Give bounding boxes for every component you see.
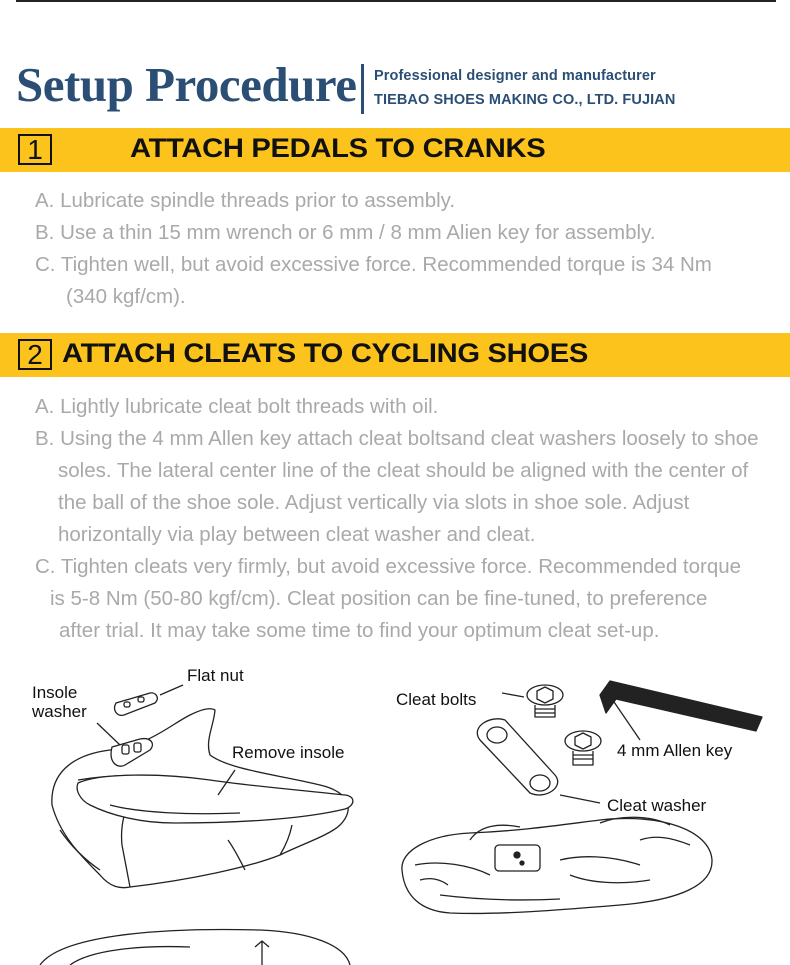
section-1-text [35, 185, 780, 313]
section-1-banner [0, 128, 790, 172]
section-1-line-b: B. Use a thin 15 mm wrench or 6 mm / 8 mm Alien key for assembly. [35, 221, 656, 244]
section-2-number: 2 [18, 339, 52, 370]
section-2-line-a: A. Lightly lubricate cleat bolt threads with oil. [35, 395, 439, 418]
label-allen-key: 4 mm Allen key [617, 741, 733, 760]
company-tagline: Professional designer and manufacturer [374, 68, 656, 84]
page-header [16, 56, 776, 116]
allen-key-drawing [600, 681, 762, 731]
label-insole: Insole [32, 683, 78, 702]
section-2-banner [0, 333, 790, 377]
header-divider [361, 64, 364, 114]
label-cleat-washer: Cleat washer [607, 796, 707, 815]
section-2-text [35, 391, 780, 647]
top-rule [16, 0, 776, 2]
section-2-line-c-cont2: after trial. It may take some time to find your optimum cleat set-up. [59, 619, 660, 642]
page-title: Setup Procedure [16, 57, 357, 112]
company-name: TIEBAO SHOES MAKING CO., LTD. FUJIAN [374, 92, 676, 108]
section-1-line-c: C. Tighten well, but avoid excessive force. Recommended torque is 34 Nm [35, 253, 712, 276]
shoe-sole-drawing [402, 817, 712, 913]
section-2-title: ATTACH CLEATS TO CYCLING SHOES [62, 338, 588, 368]
bottom-sole-drawing [40, 929, 350, 965]
label-remove-insole: Remove insole [232, 743, 345, 762]
section-1-line-c-cont: (340 kgf/cm). [66, 285, 186, 308]
label-washer: washer [32, 702, 87, 721]
label-cleat-bolts: Cleat bolts [396, 690, 477, 709]
section-2-line-b-cont2: the ball of the shoe sole. Adjust vertically via slots in shoe sole. Adjust [58, 491, 690, 514]
shoe-drawing [52, 685, 353, 888]
section-2-line-b-cont3: horizontally via play between cleat washer and cleat. [58, 523, 536, 546]
label-flat-nut: Flat nut [187, 666, 244, 685]
section-2-line-b-cont1: soles. The lateral center line of the cleat should be aligned with the center of [58, 459, 749, 482]
section-2-line-c-cont1: is 5-8 Nm (50-80 kgf/cm). Cleat position can be fine-tuned, to preference [50, 587, 708, 610]
section-2-line-c: C. Tighten cleats very firmly, but avoid excessive force. Recommended torque [35, 555, 742, 578]
section-2-line-b: B. Using the 4 mm Allen key attach cleat boltsand cleat washers loosely to shoe [35, 427, 759, 450]
section-1-line-a: A. Lubricate spindle threads prior to assembly. [35, 189, 456, 212]
section-1-title: ATTACH PEDALS TO CRANKS [130, 133, 546, 163]
section-1-number: 1 [18, 134, 52, 165]
